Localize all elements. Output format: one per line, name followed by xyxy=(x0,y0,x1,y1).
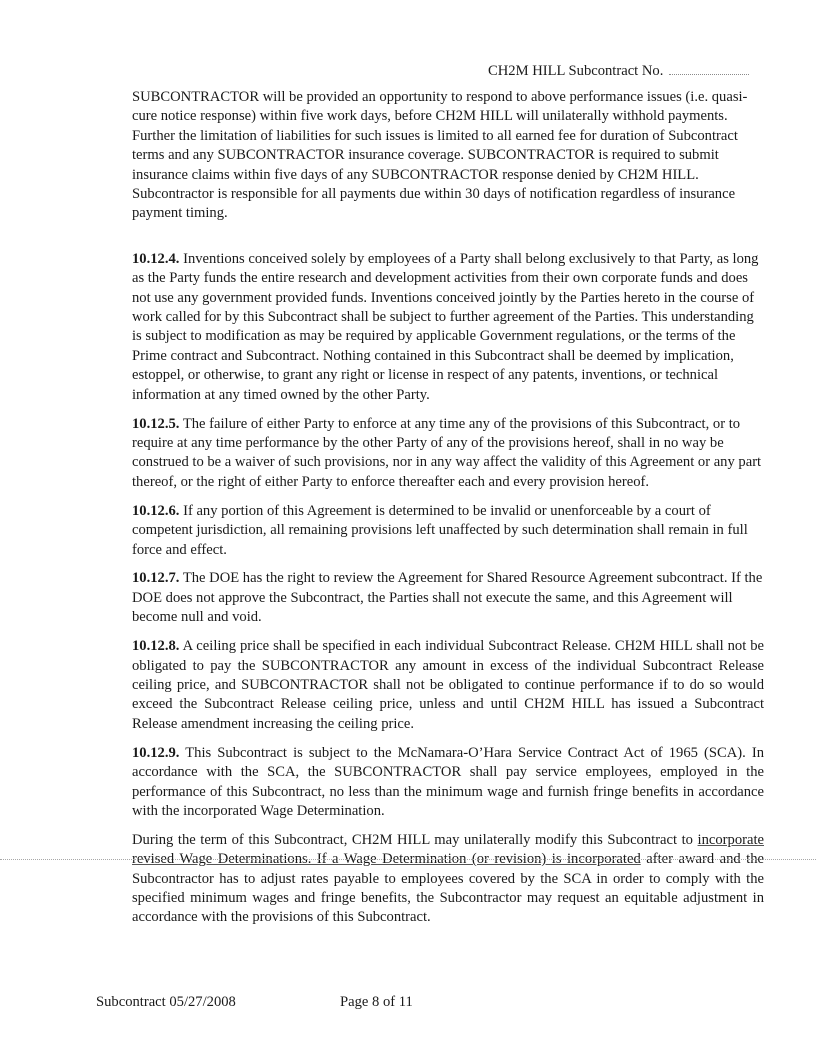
footer-page-number: Page 8 of 11 xyxy=(340,994,413,1010)
section-text: A ceiling price shall be specified in each individual Subcontract Release. CH2M HILL shall not be obligated to pay the SUBCONTRACTOR any amount in excess of the individual Subcontract Release ceiling price, and SUBCONTRACTOR shall not be obligated to continue performance if to do so would exceed the Subcontract Release ceiling price, unless and until CH2M HILL has issued a Subcontract Release amendment increasing the ceiling price. xyxy=(132,638,764,732)
page-break-divider xyxy=(0,859,816,860)
document-body xyxy=(132,88,764,937)
section-10-12-8 xyxy=(132,637,764,734)
section-text: Inventions conceived solely by employees of a Party shall belong exclusively to that Party, as long as the Party funds the entire research and development activities from their own corporate funds and does not use any government provided funds. Inventions conceived jointly by the Parties hereto in the course of work called for by this Subcontract shall be subject to further agreement of the Parties. This understanding is subject to modification as may be required by applicable Government regulations, or the terms of the Prime contract and Subcontract. Nothing contained in this Subcontract shall be deemed by implication, estoppel, or otherwise, to grant any right or license in respect of any patents, inventions, or technical information at any timed owned by the other Party. xyxy=(132,250,759,403)
section-10-12-9 xyxy=(132,744,764,822)
section-text: The failure of either Party to enforce at any time any of the provisions of this Subcontract, or to require at any time performance by the other Party of any of the provisions hereof, shall in no way be construed to be a waiver of such provisions, nor in any way affect the validity of this Agreement or any part thereof, or the right of either Party to enforce thereafter each and every provision hereof. xyxy=(132,415,762,490)
subcontract-number-label: CH2M HILL Subcontract No. xyxy=(488,63,664,79)
section-text: The DOE has the right to review the Agreement for Shared Resource Agreement subcontract. If the DOE does not approve the Subcontract, the Parties shall not execute the same, and this Agreement will become null and void. xyxy=(132,570,763,626)
section-10-12-7 xyxy=(132,569,764,627)
page-header xyxy=(488,62,749,81)
section-number: 10.12.4. xyxy=(132,250,180,267)
section-10-12-6 xyxy=(132,502,764,560)
section-number: 10.12.7. xyxy=(132,570,180,587)
wage-text-part-1: During the term of this Subcontract, CH2M HILL may unilaterally modify this Subcontract to xyxy=(132,831,698,848)
intro-paragraph: SUBCONTRACTOR will be provided an opportunity to respond to above performance issues (i.e. quasi-cure notice response) within five work days, before CH2M HILL will unilaterally withhold payments. Further the limitation of liabilities for such issues is limited to all earned fee for duration of Subcontract terms and any SUBCONTRACTOR insurance coverage. SUBCONTRACTOR is required to submit insurance claims within five days of any SUBCONTRACTOR response denied by CH2M HILL. Subcontractor is responsible for all payments due within 30 days of notification regardless of insurance payment timing. xyxy=(132,89,748,222)
wage-determination-paragraph xyxy=(132,831,764,928)
section-number: 10.12.6. xyxy=(132,502,180,519)
wage-text-part-2: incorporate revised Wage Determinations. If a Wage Determination (or revision) is incorporated xyxy=(132,831,764,868)
section-text: This Subcontract is subject to the McNamara-O’Hara Service Contract Act of 1965 (SCA). In accordance with the SCA, the SUBCONTRACTOR shall pay service employees, employed in the performance of this Subcontract, no less than the minimum wage and furnish fringe benefits in accordance with the incorporated Wage Determination. xyxy=(132,744,764,819)
subcontract-number-blank xyxy=(669,62,749,75)
section-10-12-5 xyxy=(132,415,764,493)
section-number: 10.12.5. xyxy=(132,415,180,432)
section-text: If any portion of this Agreement is determined to be invalid or unenforceable by a court of competent jurisdiction, all remaining provisions left unaffected by such determination shall remain in full force and effect. xyxy=(132,502,748,558)
wage-text-part-3: after award and the Subcontractor has to adjust rates payable to employees covered by the SCA in order to comply with the specified minimum wages and fringe benefits, the Subcontractor may request an equitable adjustment in accordance with the provisions of this Subcontract. xyxy=(132,851,765,926)
section-10-12-4 xyxy=(132,250,764,405)
section-number: 10.12.9. xyxy=(132,744,180,761)
footer-date: Subcontract 05/27/2008 xyxy=(96,994,236,1010)
section-number: 10.12.8. xyxy=(132,638,180,655)
